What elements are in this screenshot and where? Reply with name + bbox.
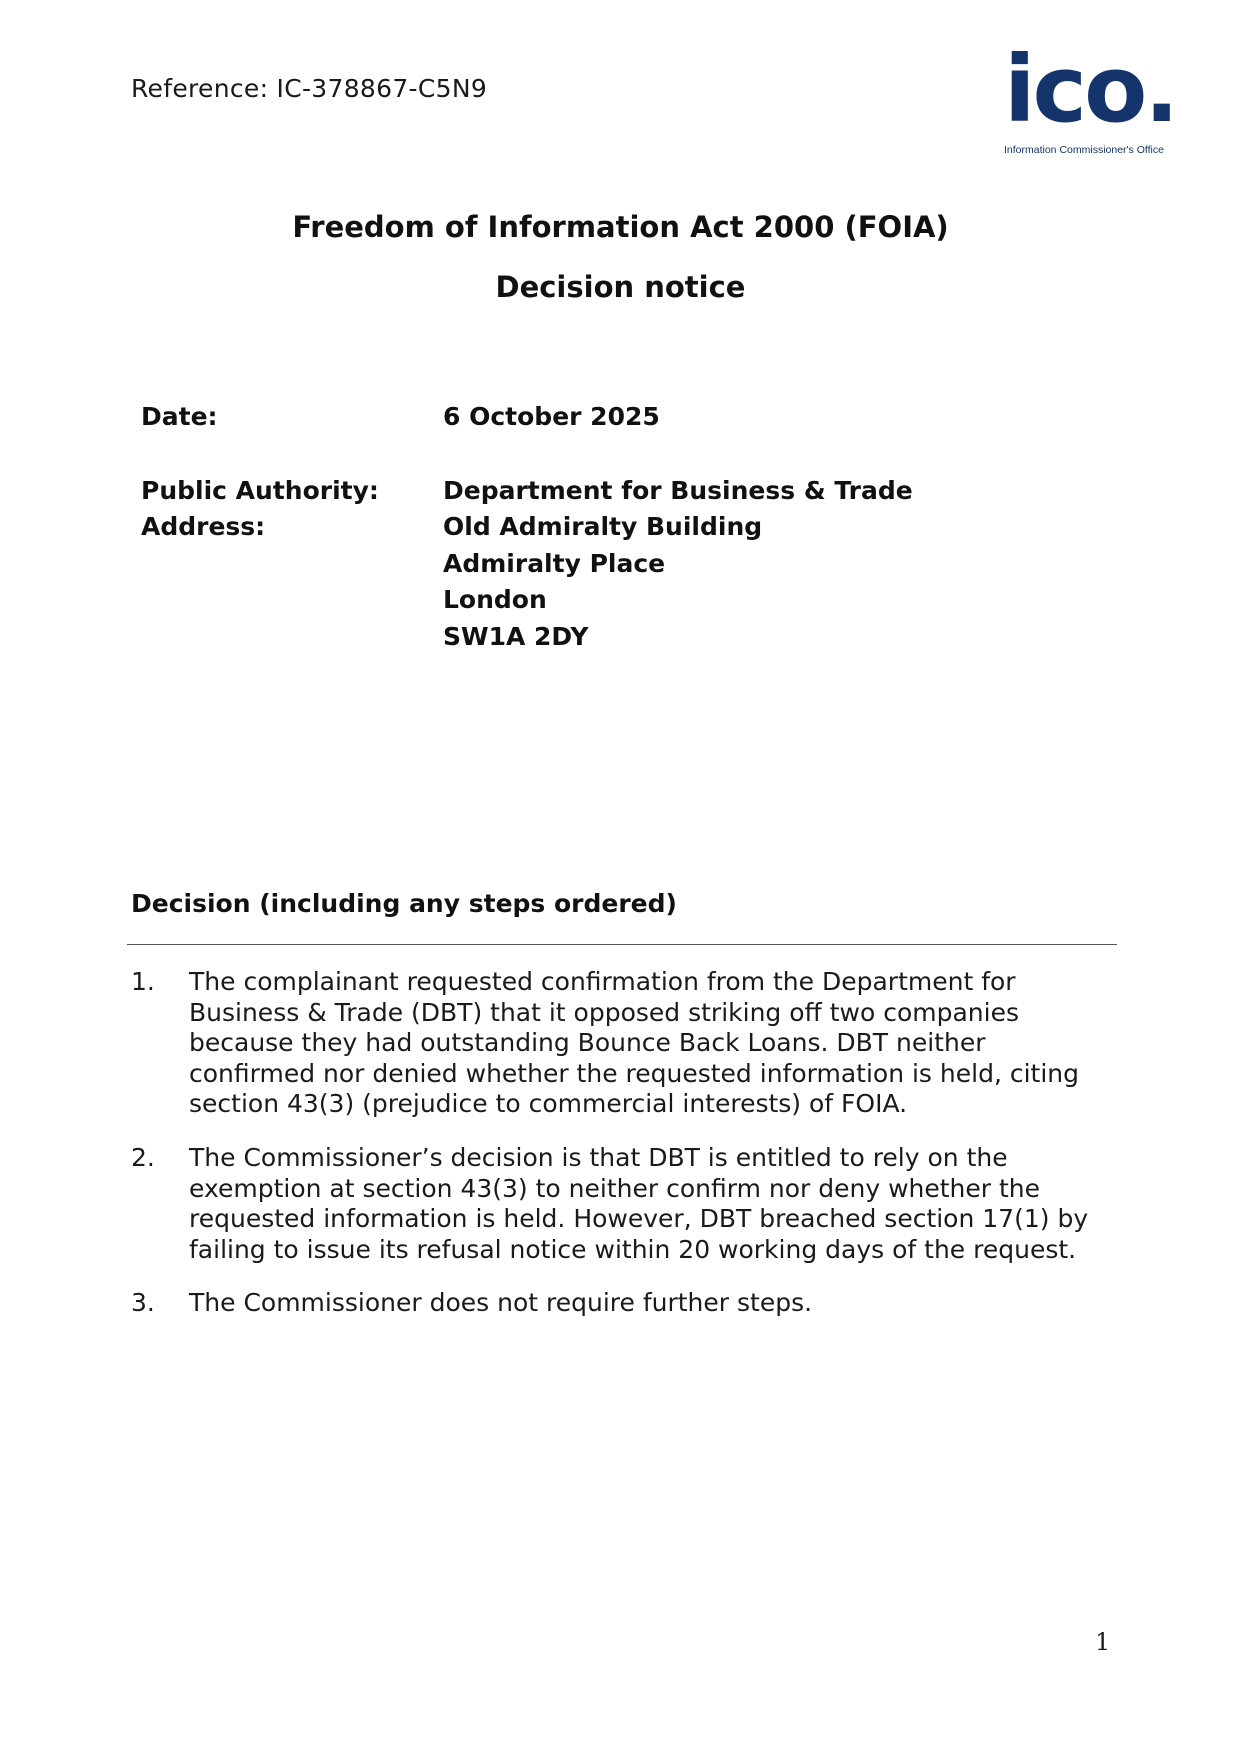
date-value: 6 October 2025 xyxy=(443,402,660,431)
paragraph-number: 1. xyxy=(131,967,155,996)
paragraph-line: because they had outstanding Bounce Back Loans. DBT neither xyxy=(189,1028,986,1057)
ico-logo xyxy=(1004,36,1184,164)
paragraph-line: exemption at section 43(3) to neither confirm nor deny whether the xyxy=(189,1173,1041,1203)
decision-heading: Decision (including any steps ordered) xyxy=(131,889,677,918)
logo-mark: ico. xyxy=(1004,36,1177,143)
paragraph-text xyxy=(189,1143,1189,1265)
paragraph-line: The Commissioner does not require further steps. xyxy=(189,1288,813,1317)
reference-number: Reference: IC-378867-C5N9 xyxy=(131,74,488,103)
document-subtitle: Decision notice xyxy=(495,270,746,304)
logo-subtitle: Information Commissioner's Office xyxy=(1004,144,1164,156)
paragraph-line: Business & Trade (DBT) that it opposed striking off two companies xyxy=(189,997,1019,1027)
address-line: SW1A 2DY xyxy=(443,622,589,651)
paragraph-text xyxy=(189,967,1189,1120)
paragraph-number: 2. xyxy=(131,1143,155,1172)
paragraph-number: 3. xyxy=(131,1288,155,1317)
date-label: Date: xyxy=(141,402,218,431)
paragraph-text xyxy=(189,1288,1189,1319)
paragraph-line: requested information is held. However, DBT breached section 17(1) by xyxy=(189,1204,1089,1233)
address-line: Admiralty Place xyxy=(443,549,666,578)
address-line: Old Admiralty Building xyxy=(443,512,763,541)
heading-divider xyxy=(127,944,1117,945)
paragraph-line: confirmed nor denied whether the requested information is held, citing xyxy=(189,1058,1079,1088)
address-line: London xyxy=(443,585,547,614)
authority-label: Public Authority: xyxy=(141,476,379,505)
paragraph-line: The complainant requested confirmation from the Department for xyxy=(189,967,1016,996)
paragraph-line: section 43(3) (prejudice to commercial interests) of FOIA. xyxy=(189,1089,908,1118)
page-number: 1 xyxy=(1095,1628,1111,1656)
paragraph-line: failing to issue its refusal notice within 20 working days of the request. xyxy=(189,1234,1077,1264)
authority-value: Department for Business & Trade xyxy=(443,476,913,505)
address-label: Address: xyxy=(141,512,266,541)
paragraph-line: The Commissioner’s decision is that DBT is entitled to rely on the xyxy=(189,1143,1008,1172)
document-title: Freedom of Information Act 2000 (FOIA) xyxy=(292,210,949,244)
